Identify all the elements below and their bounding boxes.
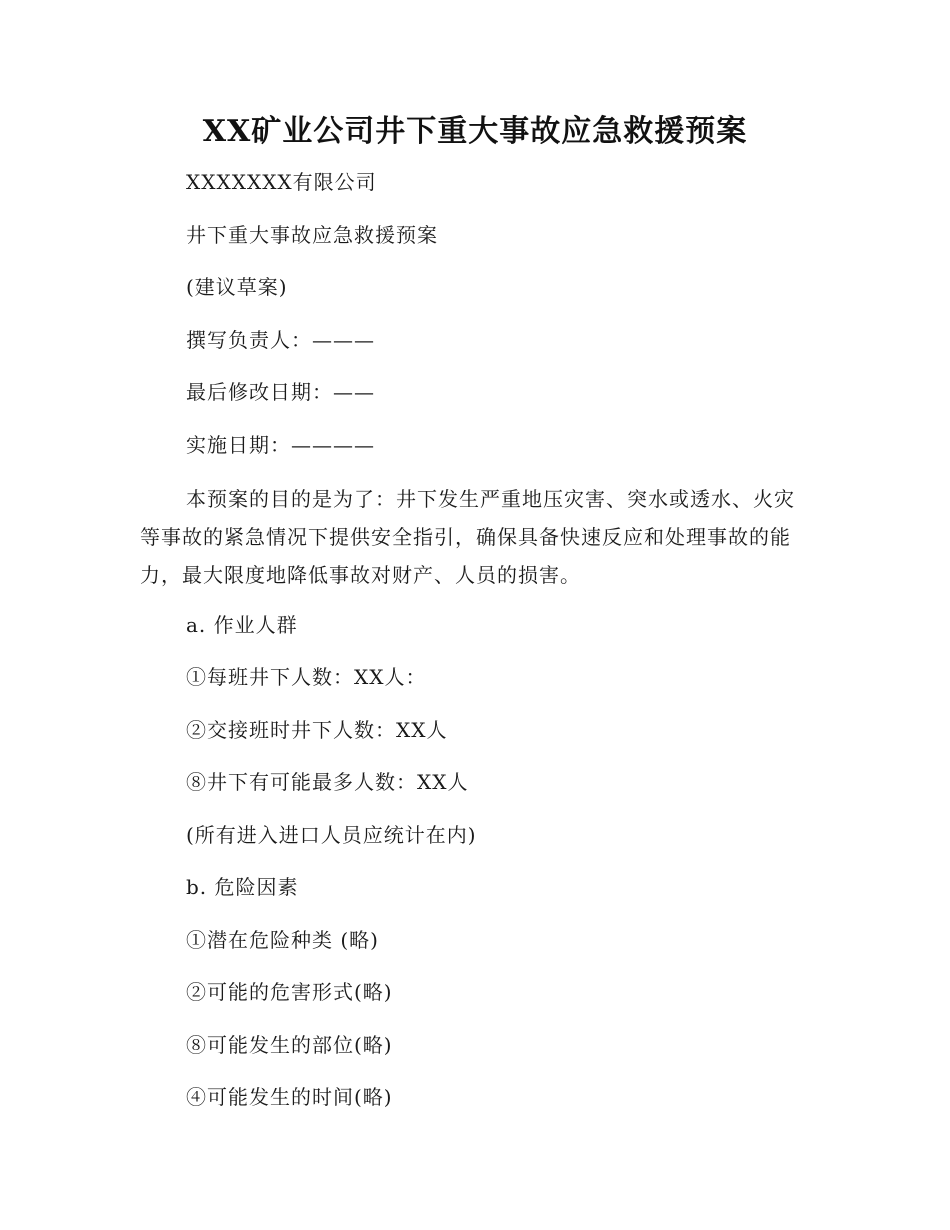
company-name: XXXXXXX有限公司 — [186, 170, 377, 194]
document-title: XX矿业公司井下重大事故应急救援预案 — [202, 114, 748, 149]
list-item: ②可能的危害形式(略) — [186, 980, 393, 1004]
list-item: ①每班井下人数：XX人： — [186, 665, 427, 689]
plan-name: 井下重大事故应急救援预案 — [186, 223, 438, 247]
section-b-heading: b. 危险因素 — [186, 875, 299, 899]
draft-note: (建议草案) — [186, 275, 288, 299]
purpose-paragraph: 本预案的目的是为了：井下发生严重地压灾害、突水或透水、火灾等事故的紧急情况下提供安全指引，确保具备快速反应和处理事故的能力，最大限度地降低事故对财产、人员的损害。 — [140, 487, 795, 587]
last-modified-line: 最后修改日期：—— — [186, 380, 375, 404]
author-line: 撰写负责人：——— — [186, 328, 375, 352]
list-item: ⑧可能发生的部位(略) — [186, 1033, 393, 1057]
list-item: ④可能发生的时间(略) — [186, 1085, 393, 1109]
section-a-note: (所有进入进口人员应统计在内) — [186, 823, 477, 847]
section-a-heading: a. 作业人群 — [186, 613, 298, 637]
effective-date-line: 实施日期：———— — [186, 433, 375, 457]
list-item: ⑧井下有可能最多人数：XX人 — [186, 770, 469, 794]
list-item: ②交接班时井下人数：XX人 — [186, 718, 448, 742]
list-item: ①潜在危险种类 (略) — [186, 928, 379, 952]
